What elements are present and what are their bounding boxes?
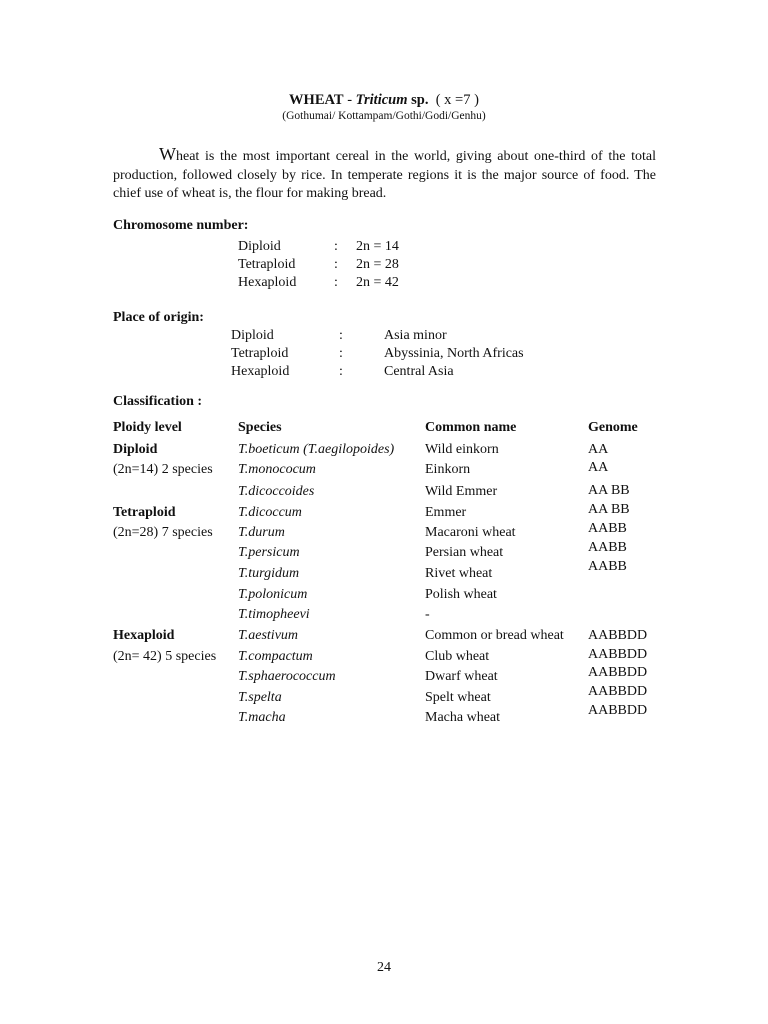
species-name: T.durum (238, 525, 285, 540)
chromosome-heading: Chromosome number: (113, 218, 249, 233)
genome-value: AABBDD (588, 703, 648, 718)
common-name: Dwarf wheat (425, 669, 498, 684)
chromosome-value-diploid: 2n = 14 (356, 239, 399, 254)
species-name: T.polonicum (238, 587, 308, 602)
classification-heading: Classification : (113, 394, 203, 409)
species-name: T.monococum (238, 462, 316, 477)
title-separator: - (343, 92, 356, 108)
common-name: Spelt wheat (425, 690, 491, 705)
species-name: T.sphaerococcum (238, 669, 336, 684)
common-name: Polish wheat (425, 587, 497, 602)
common-name: Macha wheat (425, 710, 501, 725)
species-name: T.spelta (238, 690, 282, 705)
origin-level-diploid: Diploid (231, 328, 274, 343)
ploidy-group-name: Hexaploid (113, 628, 175, 643)
genome-value: AABBDD (588, 628, 648, 643)
common-name: Rivet wheat (425, 566, 493, 581)
genome-value: AABBDD (588, 647, 648, 662)
intro-text: heat is the most important cereal in the world, giving about one-third of the total production, followed closely by rice. In temperate regions it is the major source of food. The chief use of wheat is, the flour for making bread. (113, 149, 656, 201)
species-name: T.macha (238, 710, 286, 725)
title-sp: sp. (407, 92, 429, 108)
genome-value: AABB (588, 521, 627, 536)
chromosome-level-diploid: Diploid (238, 239, 281, 254)
chromosome-sep: : (334, 257, 338, 272)
origin-level-hexaploid: Hexaploid (231, 364, 290, 379)
vernacular-names: (Gothumai/ Kottampam/Gothi/Godi/Genhu) (282, 110, 486, 122)
species-name: T.timopheevi (238, 607, 310, 622)
origin-value-diploid: Asia minor (384, 328, 447, 343)
chromosome-value-tetraploid: 2n = 28 (356, 257, 399, 272)
ploidy-group-detail: (2n= 42) 5 species (113, 649, 217, 664)
column-header-genome: Genome (588, 420, 638, 435)
chromosome-level-tetraploid: Tetraploid (238, 257, 296, 272)
species-name: T.turgidum (238, 566, 300, 581)
ploidy-group-name: Diploid (113, 442, 158, 457)
origin-sep: : (339, 328, 343, 343)
origin-value-tetraploid: Abyssinia, North Africas (384, 346, 524, 361)
intro-first-letter: W (159, 144, 176, 164)
column-header-ploidy: Ploidy level (113, 420, 182, 435)
genome-value: AA (588, 460, 609, 475)
common-name: Einkorn (425, 462, 471, 477)
common-name: Common or bread wheat (425, 628, 564, 643)
species-name: T.boeticum (T.aegilopoides) (238, 442, 395, 457)
common-name: Macaroni wheat (425, 525, 516, 540)
common-name: Persian wheat (425, 545, 504, 560)
genome-value: AA BB (588, 483, 630, 498)
species-name: T.dicoccum (238, 505, 302, 520)
origin-value-hexaploid: Central Asia (384, 364, 454, 379)
genome-value: AA BB (588, 502, 630, 517)
genome-value: AABBDD (588, 665, 648, 680)
origin-sep: : (339, 346, 343, 361)
common-name: Club wheat (425, 649, 490, 664)
common-name: Emmer (425, 505, 467, 520)
origin-sep: : (339, 364, 343, 379)
ploidy-group-detail: (2n=28) 7 species (113, 525, 213, 540)
origin-level-tetraploid: Tetraploid (231, 346, 289, 361)
page-number: 24 (377, 960, 391, 975)
chromosome-sep: : (334, 275, 338, 290)
chromosome-level-hexaploid: Hexaploid (238, 275, 297, 290)
genome-value: AA (588, 442, 609, 457)
column-header-species: Species (238, 420, 282, 435)
chromosome-sep: : (334, 239, 338, 254)
genome-value: AABB (588, 540, 627, 555)
column-header-common-name: Common name (425, 420, 517, 435)
common-name: Wild Emmer (425, 484, 498, 499)
ploidy-group-detail: (2n=14) 2 species (113, 462, 213, 477)
common-name: Wild einkorn (425, 442, 499, 457)
title-genus: Triticum (355, 92, 408, 108)
genome-value: AABBDD (588, 684, 648, 699)
species-name: T.persicum (238, 545, 300, 560)
ploidy-group-name: Tetraploid (113, 505, 176, 520)
title-basic-number: ( x =7 ) (435, 92, 479, 108)
chromosome-value-hexaploid: 2n = 42 (356, 275, 399, 290)
common-name: - (425, 607, 430, 622)
title-crop: WHEAT (289, 92, 344, 108)
species-name: T.aestivum (238, 628, 299, 643)
origin-heading: Place of origin: (113, 310, 204, 325)
species-name: T.compactum (238, 649, 313, 664)
species-name: T.dicoccoides (238, 484, 315, 499)
intro-paragraph (113, 145, 656, 204)
genome-value: AABB (588, 559, 627, 574)
page-title (0, 92, 768, 109)
